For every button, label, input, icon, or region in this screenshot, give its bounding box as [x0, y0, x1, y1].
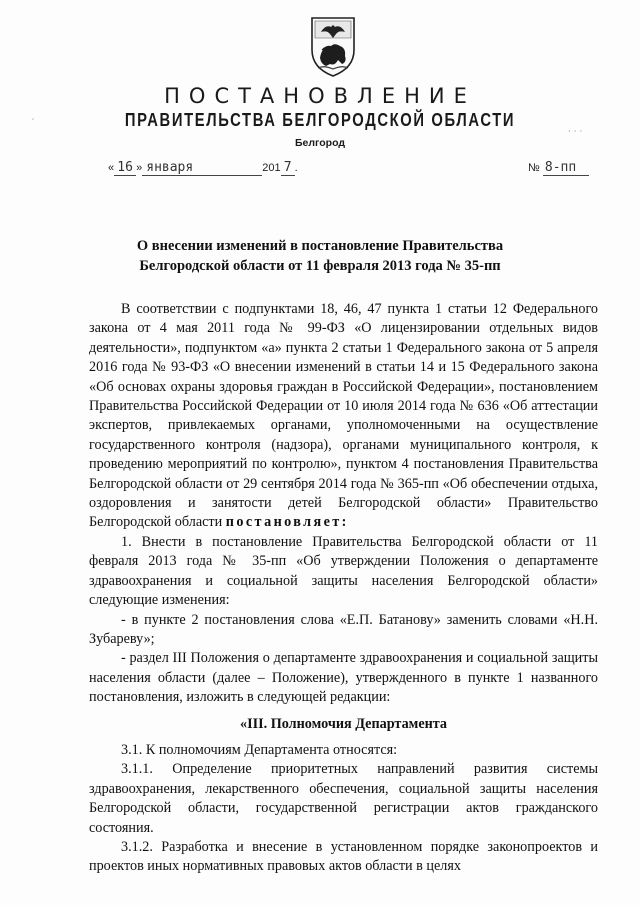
scan-mark: ′	[32, 118, 35, 128]
number-prefix: №	[528, 162, 540, 174]
document-body	[89, 300, 598, 877]
date-month: января	[142, 160, 262, 176]
date-year-suffix: 7	[281, 160, 295, 176]
section-heading: «III. Полномочия Департамента	[239, 715, 448, 732]
date-year-prefix: 201	[262, 162, 281, 174]
item-1-dash-2: - раздел III Положения о департаменте здравоохранения и социальной защиты населения области (далее – Положение), утвержденного в пункте 1 названного постановления, изложить в следующей редакции:	[89, 650, 598, 706]
preamble-paragraph	[89, 300, 598, 533]
clause-3-1: 3.1. К полномочиям Департамента относятся:	[121, 741, 398, 758]
title-line-2: Белгородской области от 11 февраля 2013 года № 35-пп	[139, 258, 501, 274]
preamble-text: В соответствии с подпунктами 18, 46, 47 пункта 1 статьи 12 Федерального закона от 4 мая 2011 года № 99-ФЗ «О лицензировании отдельных видов деятельности», подпунктом «а» пункта 2 статьи 1 Федерального закона от 5 апреля 2016 года № 93-ФЗ «О внесении изменений в статьи 14 и 15 Федерального закона «Об основах охраны здоровья граждан в Российской Федерации», постановлением Правительства Российской Федерации от 10 июля 2014 года № 636 «Об аттестации экспертов, привлекаемых органами, уполномоченными на осуществление государственного контроля (надзора), органами муниципального контроля, к проведению мероприятий по контролю», пунктом 4 постановления Правительства Белгородской области от 29 сентября 2014 года № 365-пп «Об обеспечении отдыха, оздоровления и занятости детей Белгородской области» Правительство Белгородской области	[89, 301, 598, 531]
scan-mark: · · ·	[568, 127, 583, 137]
document-title	[90, 236, 550, 276]
number-value: 8-пп	[543, 160, 589, 176]
issuer-heading: ПРАВИТЕЛЬСТВА БЕЛГОРОДСКОЙ ОБЛАСТИ	[124, 110, 516, 130]
document-date	[108, 160, 298, 176]
item-1-dash-1: - в пункте 2 постановления слова «Е.П. Батанову» заменить словами «Н.Н. Зубареву»;	[89, 611, 598, 647]
clause-3-1-2: 3.1.2. Разработка и внесение в установленном порядке законопроектов и проектов иных нормативных правовых актов области в целях	[89, 838, 598, 875]
date-close-quote: »	[136, 162, 143, 174]
item-1-paragraph: 1. Внести в постановление Правительства Белгородской области от 11 февраля 2013 года № 35-пп «Об утверждении Положения о департаменте здравоохранения и социальной защиты населения Белгородской области» следующие изменения:	[89, 533, 598, 609]
resolves-word: постановляет:	[225, 514, 349, 531]
belgorod-coat-of-arms-icon	[308, 14, 358, 78]
date-open-quote: «	[108, 162, 115, 174]
city-label: Белгород	[294, 137, 346, 149]
document-number	[528, 160, 589, 176]
title-line-1: О внесении изменений в постановление Правительства	[136, 238, 504, 254]
date-year-dot: .	[294, 162, 298, 174]
document-type-heading: ПОСТАНОВЛЕНИЕ	[164, 84, 476, 108]
clause-3-1-1: 3.1.1. Определение приоритетных направлений развития системы здравоохранения, лекарственного обеспечения, социальной защиты населения Белгородской области, государственной регистрации актов гражданского состояния.	[89, 761, 598, 836]
date-day: 16	[114, 160, 136, 176]
